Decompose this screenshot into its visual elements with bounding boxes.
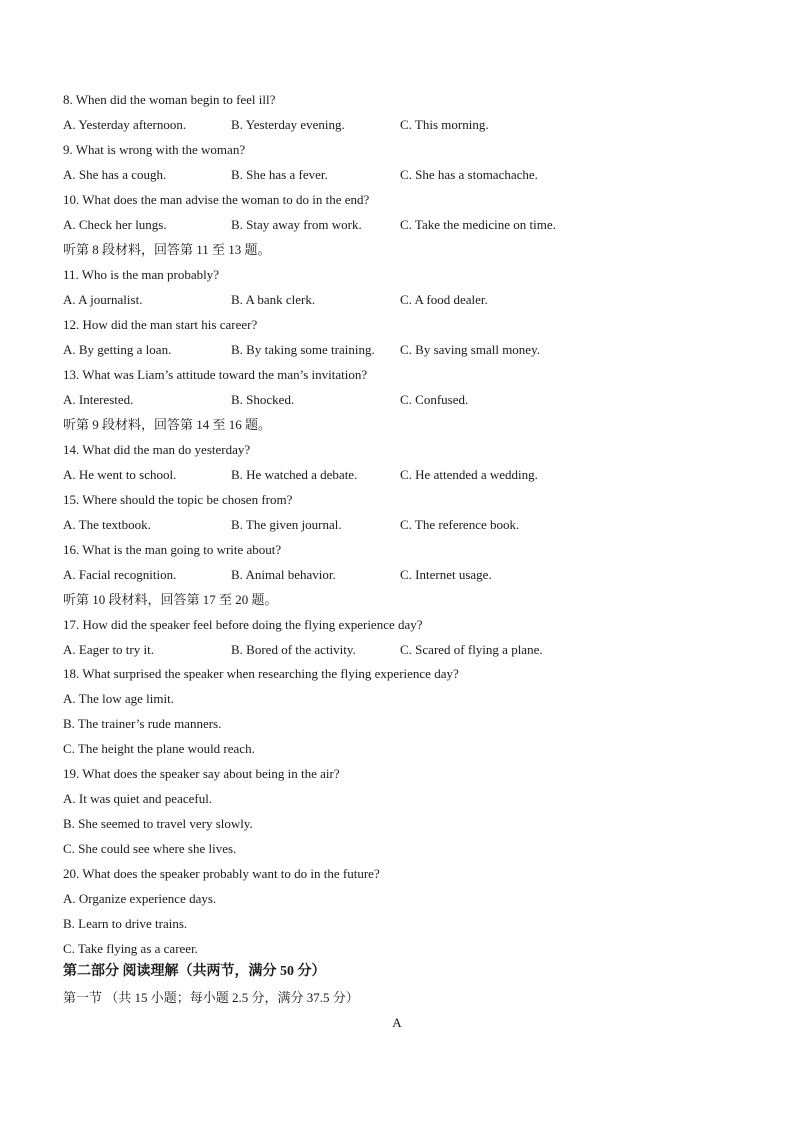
option-15-a: A. The textbook.: [63, 517, 151, 532]
question-14: 14. What did the man do yesterday?: [63, 442, 251, 457]
option-10-a: A. Check her lungs.: [63, 217, 167, 232]
question-20: 20. What does the speaker probably want to do in the future?: [63, 866, 380, 881]
question-12: 12. How did the man start his career?: [63, 317, 258, 332]
question-8: 8. When did the woman begin to feel ill?: [63, 92, 276, 107]
option-20-a: A. Organize experience days.: [63, 891, 217, 906]
option-9-c: C. She has a stomachache.: [400, 167, 538, 182]
option-16-a: A. Facial recognition.: [63, 567, 177, 582]
option-8-a: A. Yesterday afternoon.: [63, 117, 187, 132]
question-10: 10. What does the man advise the woman to do in the end?: [63, 192, 370, 207]
option-20-b: B. Learn to drive trains.: [63, 916, 188, 931]
option-14-b: B. He watched a debate.: [231, 467, 358, 482]
question-16: 16. What is the man going to write about?: [63, 542, 282, 557]
option-9-b: B. She has a fever.: [231, 167, 328, 182]
option-13-c: C. Confused.: [400, 392, 469, 407]
question-11: 11. Who is the man probably?: [63, 267, 219, 282]
question-15: 15. Where should the topic be chosen from?: [63, 492, 293, 507]
option-13-b: B. Shocked.: [231, 392, 295, 407]
option-8-b: B. Yesterday evening.: [231, 117, 345, 132]
option-17-a: A. Eager to try it.: [63, 642, 154, 657]
section-10-instruction: 听第 10 段材料，回答第 17 至 20 题。: [63, 592, 278, 607]
option-12-c: C. By saving small money.: [400, 342, 540, 357]
option-17-c: C. Scared of flying a plane.: [400, 642, 543, 657]
option-15-c: C. The reference book.: [400, 517, 520, 532]
option-11-b: B. A bank clerk.: [231, 292, 316, 307]
option-14-c: C. He attended a wedding.: [400, 467, 538, 482]
option-11-c: C. A food dealer.: [400, 292, 488, 307]
option-17-b: B. Bored of the activity.: [231, 642, 356, 657]
question-9: 9. What is wrong with the woman?: [63, 142, 246, 157]
option-10-c: C. Take the medicine on time.: [400, 217, 556, 232]
option-16-b: B. Animal behavior.: [231, 567, 336, 582]
option-8-c: C. This morning.: [400, 117, 489, 132]
option-20-c: C. Take flying as a career.: [63, 941, 198, 956]
option-19-b: B. She seemed to travel very slowly.: [63, 816, 253, 831]
option-18-b: B. The trainer’s rude manners.: [63, 716, 222, 731]
option-13-a: A. Interested.: [63, 392, 134, 407]
option-16-c: C. Internet usage.: [400, 567, 492, 582]
question-13: 13. What was Liam’s attitude toward the man’s invitation?: [63, 367, 368, 382]
question-18: 18. What surprised the speaker when researching the flying experience day?: [63, 666, 459, 681]
part-2-heading: 第二部分 阅读理解（共两节，满分 50 分）: [63, 964, 326, 979]
question-17: 17. How did the speaker feel before doing the flying experience day?: [63, 617, 423, 632]
option-18-c: C. The height the plane would reach.: [63, 741, 255, 756]
section-9-instruction: 听第 9 段材料，回答第 14 至 16 题。: [63, 417, 272, 432]
option-12-b: B. By taking some training.: [231, 342, 375, 357]
option-15-b: B. The given journal.: [231, 517, 342, 532]
option-11-a: A. A journalist.: [63, 292, 143, 307]
option-9-a: A. She has a cough.: [63, 167, 167, 182]
question-19: 19. What does the speaker say about being in the air?: [63, 766, 340, 781]
option-10-b: B. Stay away from work.: [231, 217, 362, 232]
part-2-subheading: 第一节 （共 15 小题；每小题 2.5 分，满分 37.5 分）: [63, 990, 359, 1005]
option-19-a: A. It was quiet and peaceful.: [63, 791, 213, 806]
passage-letter: A: [392, 1015, 402, 1030]
option-14-a: A. He went to school.: [63, 467, 177, 482]
option-18-a: A. The low age limit.: [63, 691, 174, 706]
option-12-a: A. By getting a loan.: [63, 342, 172, 357]
section-8-instruction: 听第 8 段材料，回答第 11 至 13 题。: [63, 242, 271, 257]
option-19-c: C. She could see where she lives.: [63, 841, 237, 856]
